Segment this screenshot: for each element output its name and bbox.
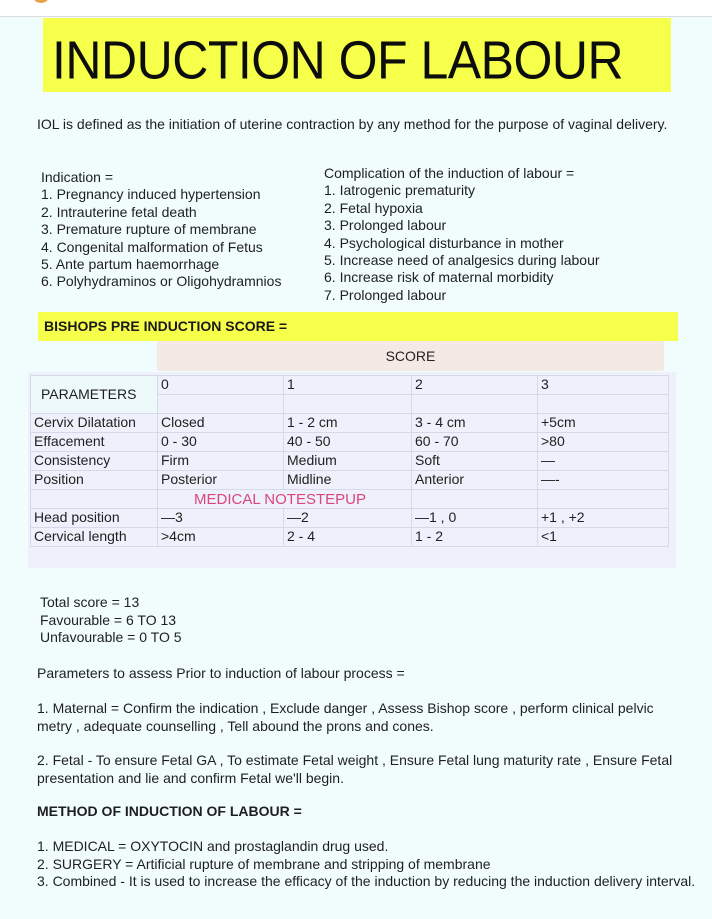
complication-item: 4. Psychological disturbance in mother xyxy=(324,234,564,251)
parameter-cell: Position xyxy=(31,471,158,490)
table-row xyxy=(31,414,669,433)
parameter-cell: Consistency xyxy=(31,452,158,471)
favourable-range: Favourable = 6 TO 13 xyxy=(40,611,177,628)
value-cell: +1 , +2 xyxy=(538,509,669,528)
value-cell: 60 - 70 xyxy=(412,433,538,452)
top-strip xyxy=(0,0,712,17)
table-row xyxy=(31,471,669,490)
value-cell: Midline xyxy=(284,471,412,490)
watermark-text: MEDICAL NOTESTEPUP xyxy=(194,491,366,508)
value-cell: 1 - 2 cm xyxy=(284,414,412,433)
parameter-cell: Head position xyxy=(31,509,158,528)
method-item: 2. SURGERY = Artificial rupture of membrane and stripping of membrane xyxy=(37,855,491,872)
parameter-cell: Cervical length xyxy=(31,528,158,547)
complications-list xyxy=(324,182,600,304)
value-cell: Closed xyxy=(158,414,284,433)
parameters-header: PARAMETERS xyxy=(31,376,158,414)
complication-item: 3. Prolonged labour xyxy=(324,217,447,234)
page-title: INDUCTION OF LABOUR xyxy=(52,30,624,91)
score-column-header: 3 xyxy=(538,376,669,395)
bishop-score-table xyxy=(30,375,669,547)
value-cell: —2 xyxy=(284,509,412,528)
score-column-header: 2 xyxy=(412,376,538,395)
unfavourable-range: Unfavourable = 0 TO 5 xyxy=(40,629,182,645)
indications-heading: Indication = xyxy=(41,169,113,185)
indications-list xyxy=(41,186,281,290)
value-cell: —3 xyxy=(158,509,284,528)
value-cell: Soft xyxy=(412,452,538,471)
watermark-cell xyxy=(158,490,412,509)
indications-section xyxy=(41,169,281,291)
empty-cell xyxy=(31,490,158,509)
parameter-cell: Cervix Dilatation xyxy=(31,414,158,433)
value-cell: 0 - 30 xyxy=(158,433,284,452)
complication-item: 1. Iatrogenic prematurity xyxy=(324,182,475,199)
value-cell: +5cm xyxy=(538,414,669,433)
value-cell: —- xyxy=(538,471,669,490)
value-cell: Anterior xyxy=(412,471,538,490)
table-row xyxy=(31,509,669,528)
method-item: 1. MEDICAL = OXYTOCIN and prostaglandin drug used. xyxy=(37,838,389,854)
maternal-assessment: 1. Maternal = Confirm the indication , Exclude danger , Assess Bishop score , perform clinical pelvic metry , adequate counselling , Tell abound the prons and cones. xyxy=(37,700,654,734)
orange-avatar-edge xyxy=(34,0,48,3)
score-header-band xyxy=(157,341,664,371)
value-cell: 1 - 2 xyxy=(412,528,538,547)
complication-item: 6. Increase risk of maternal morbidity xyxy=(324,269,554,286)
empty-cell xyxy=(158,395,284,414)
value-cell: Medium xyxy=(284,452,412,471)
score-column-header: 0 xyxy=(158,376,284,395)
value-cell: <1 xyxy=(538,528,669,547)
table-header-row xyxy=(31,376,669,395)
value-cell: 2 - 4 xyxy=(284,528,412,547)
parameter-cell: Effacement xyxy=(31,433,158,452)
total-score: Total score = 13 xyxy=(40,594,140,610)
methods-list xyxy=(37,838,697,891)
empty-cell xyxy=(412,395,538,414)
complications-section xyxy=(324,165,600,304)
empty-cell xyxy=(538,490,669,509)
value-cell: >80 xyxy=(538,433,669,452)
assessment-heading: Parameters to assess Prior to induction of labour process = xyxy=(37,665,405,681)
complication-item: 7. Prolonged labour xyxy=(324,286,447,303)
value-cell: —1 , 0 xyxy=(412,509,538,528)
empty-cell xyxy=(284,395,412,414)
bishop-score-banner xyxy=(38,312,678,341)
table-row xyxy=(31,433,669,452)
indication-item: 5. Ante partum haemorrhage xyxy=(41,256,220,273)
value-cell: — xyxy=(538,452,669,471)
score-column-header: 1 xyxy=(284,376,412,395)
table-row xyxy=(31,452,669,471)
title-banner xyxy=(43,18,671,92)
score-header-label: SCORE xyxy=(385,348,436,364)
empty-cell xyxy=(412,490,538,509)
empty-cell xyxy=(538,395,669,414)
complications-heading: Complication of the induction of labour = xyxy=(324,165,575,181)
complication-item: 2. Fetal hypoxia xyxy=(324,199,423,216)
indication-item: 6. Polyhydraminos or Oligohydramnios xyxy=(41,273,282,290)
complication-item: 5. Increase need of analgesics during labour xyxy=(324,252,600,269)
score-interpretation xyxy=(40,594,182,647)
value-cell: 3 - 4 cm xyxy=(412,414,538,433)
indication-item: 3. Premature rupture of membrane xyxy=(41,221,257,238)
value-cell: >4cm xyxy=(158,528,284,547)
table-row xyxy=(31,528,669,547)
value-cell: 40 - 50 xyxy=(284,433,412,452)
method-heading: METHOD OF INDUCTION OF LABOUR = xyxy=(37,803,302,819)
indication-item: 2. Intrauterine fetal death xyxy=(41,203,197,220)
value-cell: Firm xyxy=(158,452,284,471)
definition-text: IOL is defined as the initiation of uterine contraction by any method for the purpose of vaginal delivery. xyxy=(37,116,668,132)
indication-item: 1. Pregnancy induced hypertension xyxy=(41,186,261,203)
indication-item: 4. Congenital malformation of Fetus xyxy=(41,238,263,255)
method-item: 3. Combined - It is used to increase the efficacy of the induction by reducing the induction delivery interval. xyxy=(37,873,696,889)
value-cell: Posterior xyxy=(158,471,284,490)
watermark-row xyxy=(31,490,669,509)
bishop-score-heading: BISHOPS PRE INDUCTION SCORE = xyxy=(44,318,288,334)
fetal-assessment: 2. Fetal - To ensure Fetal GA , To estimate Fetal weight , Ensure Fetal lung maturity rate , Ensure Fetal presentation and lie and confirm Fetal we'll begin. xyxy=(37,752,673,786)
